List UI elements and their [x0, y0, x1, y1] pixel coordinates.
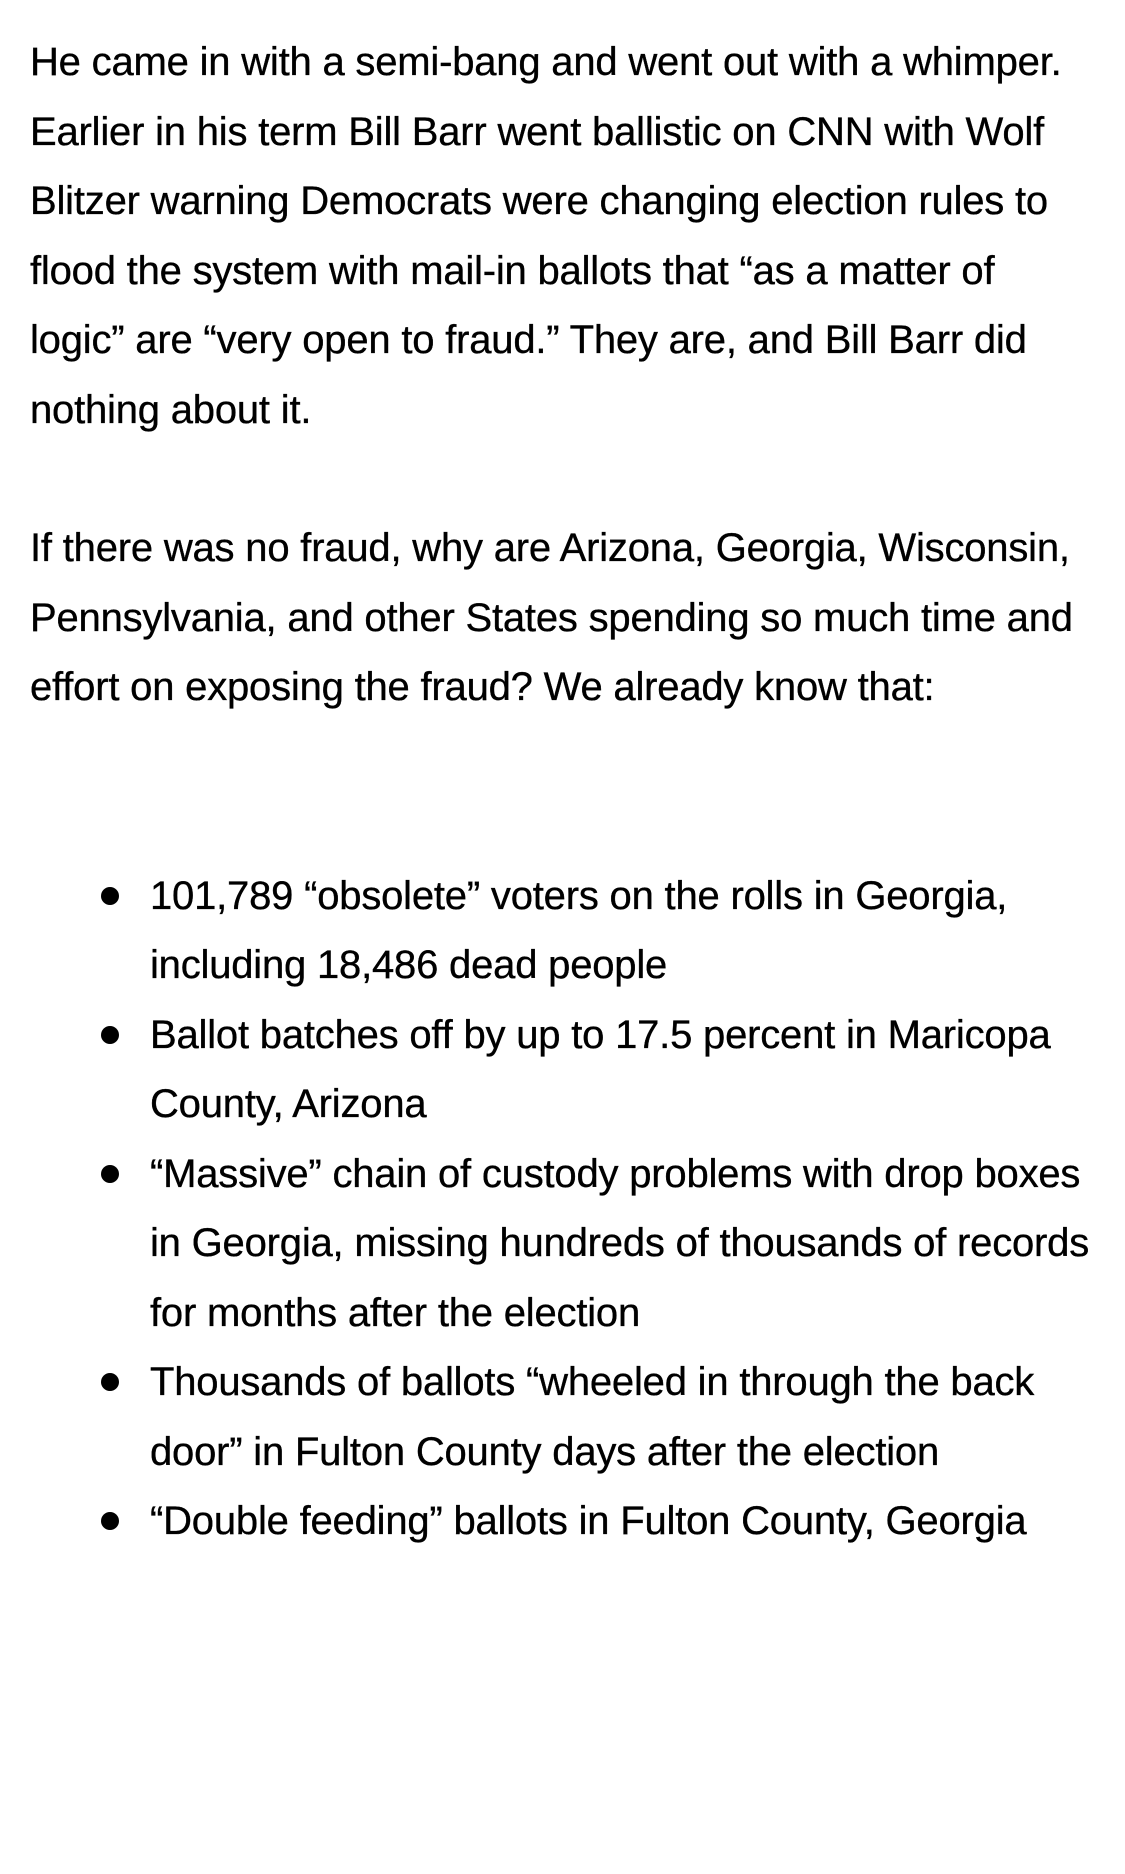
bullet-icon — [101, 1512, 119, 1530]
paragraph-fraud-question: If there was no fraud, why are Arizona, Georgia, Wisconsin, Pennsylvania, and other States spending so much time and effort on exposing the fraud? We already know that: — [30, 526, 1073, 709]
list-item-text: Ballot batches off by up to 17.5 percent in Maricopa County, Arizona — [150, 1012, 1051, 1126]
list-item-text: Thousands of ballots “wheeled in through the back door” in Fulton County days after the election — [150, 1360, 1035, 1474]
list-item — [30, 1140, 1095, 1349]
fraud-facts-list — [30, 862, 1095, 1557]
list-item-text: 101,789 “obsolete” voters on the rolls in Georgia, including 18,486 dead people — [150, 873, 1008, 987]
list-item — [30, 1348, 1095, 1487]
bullet-icon — [101, 1165, 119, 1183]
list-item — [30, 1487, 1095, 1557]
list-item — [30, 862, 1095, 1001]
bullet-icon — [101, 1373, 119, 1391]
list-item — [30, 1001, 1095, 1140]
list-item-text: “Massive” chain of custody problems with drop boxes in Georgia, missing hundreds of thousands of records for months after the election — [150, 1151, 1090, 1335]
paragraph-barr-intro: He came in with a semi-bang and went out with a whimper. Earlier in his term Bill Barr went ballistic on CNN with Wolf Blitzer warning Democrats were changing election rules to flood the system with mail-in ballots that “as a matter of logic” are “very open to fraud.” They are, and Bill Barr did nothing about it. — [30, 40, 1062, 432]
bullet-icon — [101, 1026, 119, 1044]
list-item-text: “Double feeding” ballots in Fulton County, Georgia — [150, 1499, 1027, 1543]
bullet-icon — [101, 887, 119, 905]
